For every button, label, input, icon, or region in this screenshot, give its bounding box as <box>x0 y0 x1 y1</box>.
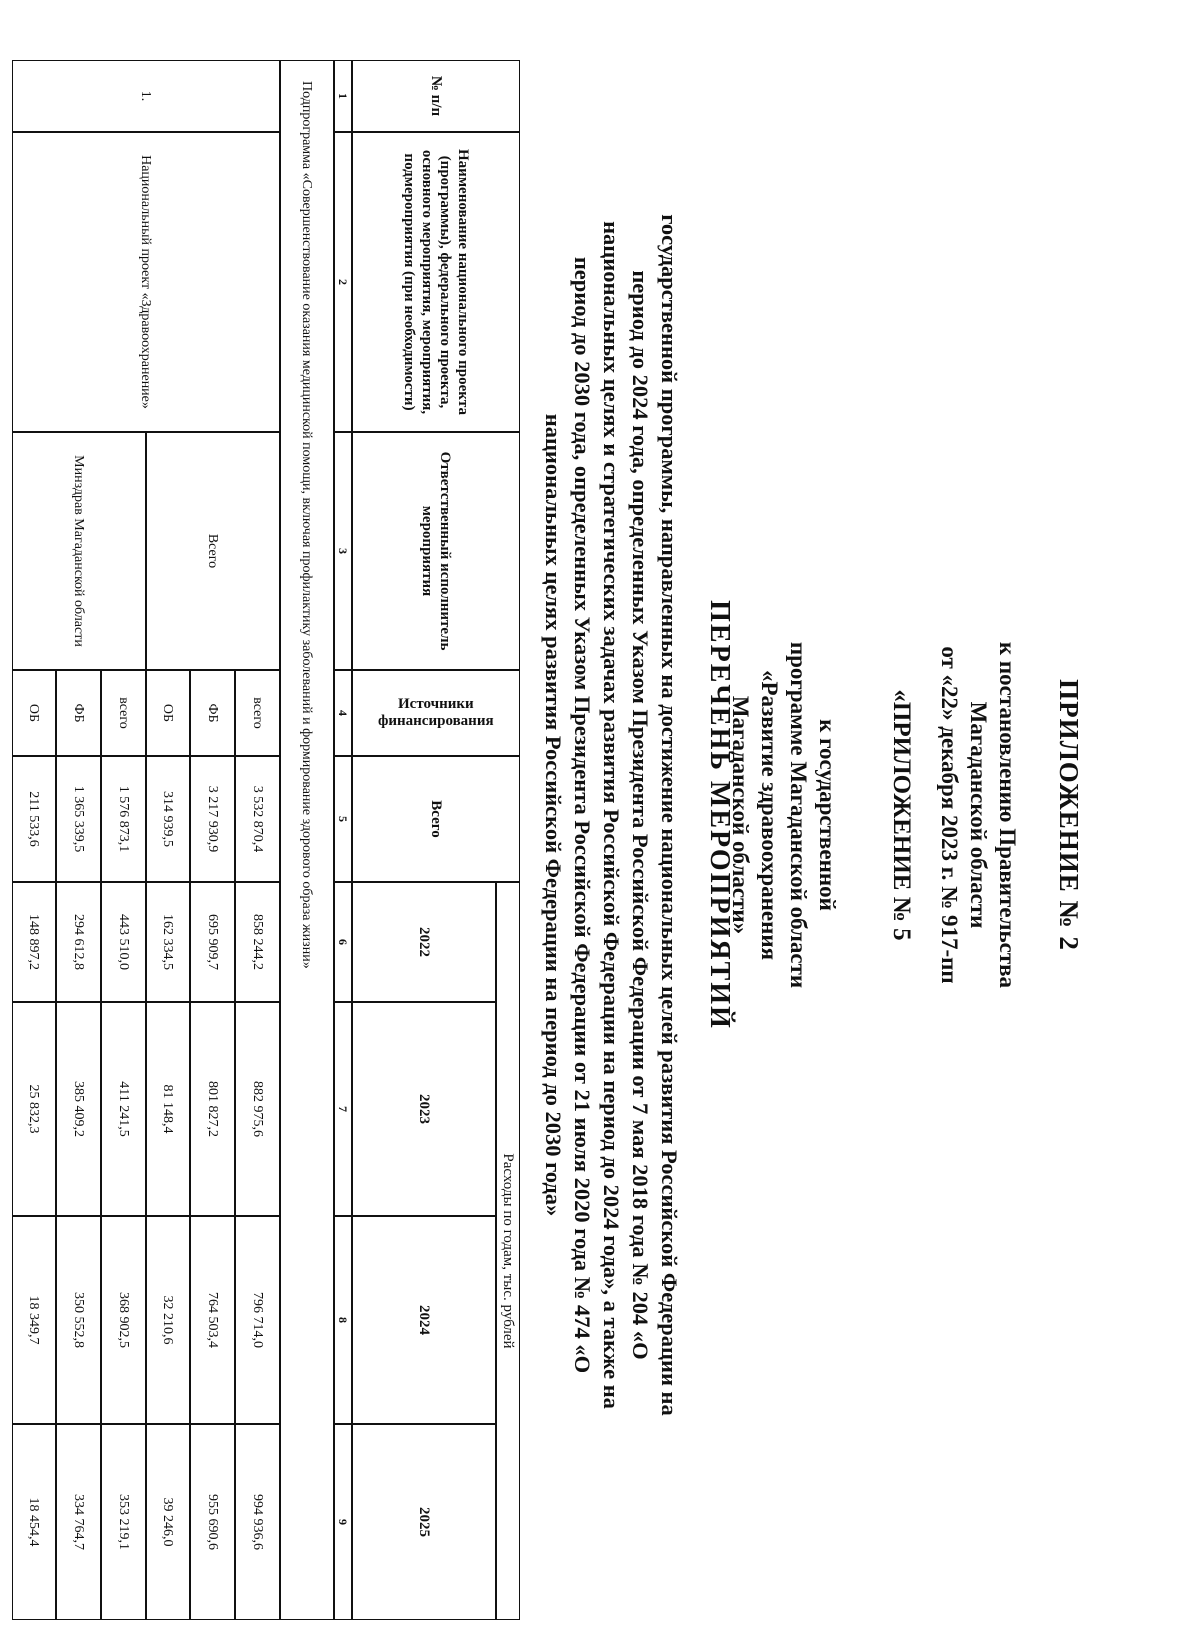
subtitle-line: национальных целях и стратегических задачах развития Российской Федерации на период до 2024 года», а также на <box>599 221 624 1409</box>
header-total: Всего <box>352 756 520 882</box>
y2025-cell: 334 764,7 <box>56 1424 101 1620</box>
header-num: № п/п <box>352 60 520 132</box>
y2023-cell: 882 975,6 <box>235 1002 280 1216</box>
y2022-cell: 443 510,0 <box>101 882 146 1002</box>
y2024-cell: 368 902,5 <box>101 1216 146 1424</box>
y2022-cell: 148 897,2 <box>12 882 56 1002</box>
header-source: Источники финансирования <box>378 696 494 729</box>
appendix5-title: «ПРИЛОЖЕНИЕ № 5 <box>888 689 915 941</box>
y2022-cell: 162 334,5 <box>146 882 190 1002</box>
header-executor: Ответственный исполнитель мероприятия <box>352 432 520 670</box>
total-cell: 1 365 339,5 <box>56 756 101 882</box>
col-number: 4 <box>334 670 352 756</box>
y2024-cell: 18 349,7 <box>12 1216 56 1424</box>
header-name: Наименование национального проекта (программы), федерального проекта, основного мероприятия, мероприятия, подмероприятия (при необходимости) <box>352 132 520 432</box>
y2024-cell: 764 503,4 <box>190 1216 235 1424</box>
appendix-title: ПРИЛОЖЕНИЕ № 2 <box>1054 679 1084 951</box>
y2024-cell: 796 714,0 <box>235 1216 280 1424</box>
decree-line: Магаданской области <box>966 701 991 929</box>
total-cell: 211 533,6 <box>12 756 56 882</box>
col-number: 2 <box>334 132 352 432</box>
total-cell: 3 532 870,4 <box>235 756 280 882</box>
program-line: Магаданской области» <box>728 695 753 935</box>
y2023-cell: 385 409,2 <box>56 1002 101 1216</box>
y2023-cell: 411 241,5 <box>101 1002 146 1216</box>
subtitle-line: государственной программы, направленных на достижение национальных целей развития Российской Федерации на <box>657 214 682 1416</box>
y2022-cell: 858 244,2 <box>235 882 280 1002</box>
y2024-cell: 32 210,6 <box>146 1216 190 1424</box>
header-year-2022: 2022 <box>352 882 496 1002</box>
subtitle-line: период до 2030 года, определенных Указом Президента Российской Федерации от 21 июля 2020 года № 474 «О <box>570 256 595 1374</box>
subtitle-line: национальных целях развития Российской Федерации на период до 2030 года» <box>541 413 566 1217</box>
source-cell: ФБ <box>190 670 235 756</box>
total-cell: 3 217 930,9 <box>190 756 235 882</box>
y2025-cell: 39 246,0 <box>146 1424 190 1620</box>
col-number: 7 <box>334 1002 352 1216</box>
y2025-cell: 18 454,4 <box>12 1424 56 1620</box>
header-expenses-group: Расходы по годам, тыс. рублей <box>496 882 520 1620</box>
program-line: к государственной <box>815 719 840 911</box>
y2025-cell: 955 690,6 <box>190 1424 235 1620</box>
header-year-2024: 2024 <box>352 1216 496 1424</box>
col-number: 8 <box>334 1216 352 1424</box>
subtitle-line: период до 2024 года, определенных Указом Президента Российской Федерации от 7 мая 2018 года № 204 «О <box>628 270 653 1360</box>
y2022-cell: 294 612,8 <box>56 882 101 1002</box>
program-reference <box>726 0 842 1630</box>
col-number: 9 <box>334 1424 352 1620</box>
subprogram-row: Подпрограмма «Совершенствование оказания медицинской помощи, включая профилактику заболеваний и формирование здорового образа жизни» <box>280 60 334 1620</box>
source-cell: всего <box>235 670 280 756</box>
executor-minzdrav: Минздрав Магаданской области <box>12 432 146 670</box>
y2025-cell: 994 936,6 <box>235 1424 280 1620</box>
program-line: программе Магаданской области <box>786 641 811 989</box>
executor-total: Всего <box>146 432 280 670</box>
list-subtitle <box>539 30 684 1600</box>
source-cell: ОБ <box>12 670 56 756</box>
source-cell: ФБ <box>56 670 101 756</box>
header-year-2025: 2025 <box>352 1424 496 1620</box>
program-line: «Развитие здравоохранения <box>757 669 782 961</box>
col-number: 3 <box>334 432 352 670</box>
y2023-cell: 81 148,4 <box>146 1002 190 1216</box>
project-name: Национальный проект «Здравоохранение» <box>12 132 280 432</box>
header-source-cell <box>352 670 520 756</box>
decree-line: от «22» декабря 2023 г. № 917-пп <box>937 646 962 984</box>
y2023-cell: 801 827,2 <box>190 1002 235 1216</box>
y2024-cell: 350 552,8 <box>56 1216 101 1424</box>
y2023-cell: 25 832,3 <box>12 1002 56 1216</box>
col-number: 6 <box>334 882 352 1002</box>
source-cell: всего <box>101 670 146 756</box>
list-title: ПЕРЕЧЕНЬ МЕРОПРИЯТИЙ <box>704 600 735 1030</box>
y2025-cell: 353 219,1 <box>101 1424 146 1620</box>
decree-line: к постановлению Правительства <box>995 641 1020 989</box>
total-cell: 1 576 873,1 <box>101 756 146 882</box>
col-number: 1 <box>334 60 352 132</box>
source-cell: ОБ <box>146 670 190 756</box>
col-number: 5 <box>334 756 352 882</box>
y2022-cell: 695 909,7 <box>190 882 235 1002</box>
measures-table <box>12 60 520 1620</box>
decree-reference <box>935 0 1022 1630</box>
row-number: 1. <box>12 60 280 132</box>
header-year-2023: 2023 <box>352 1002 496 1216</box>
total-cell: 314 939,5 <box>146 756 190 882</box>
